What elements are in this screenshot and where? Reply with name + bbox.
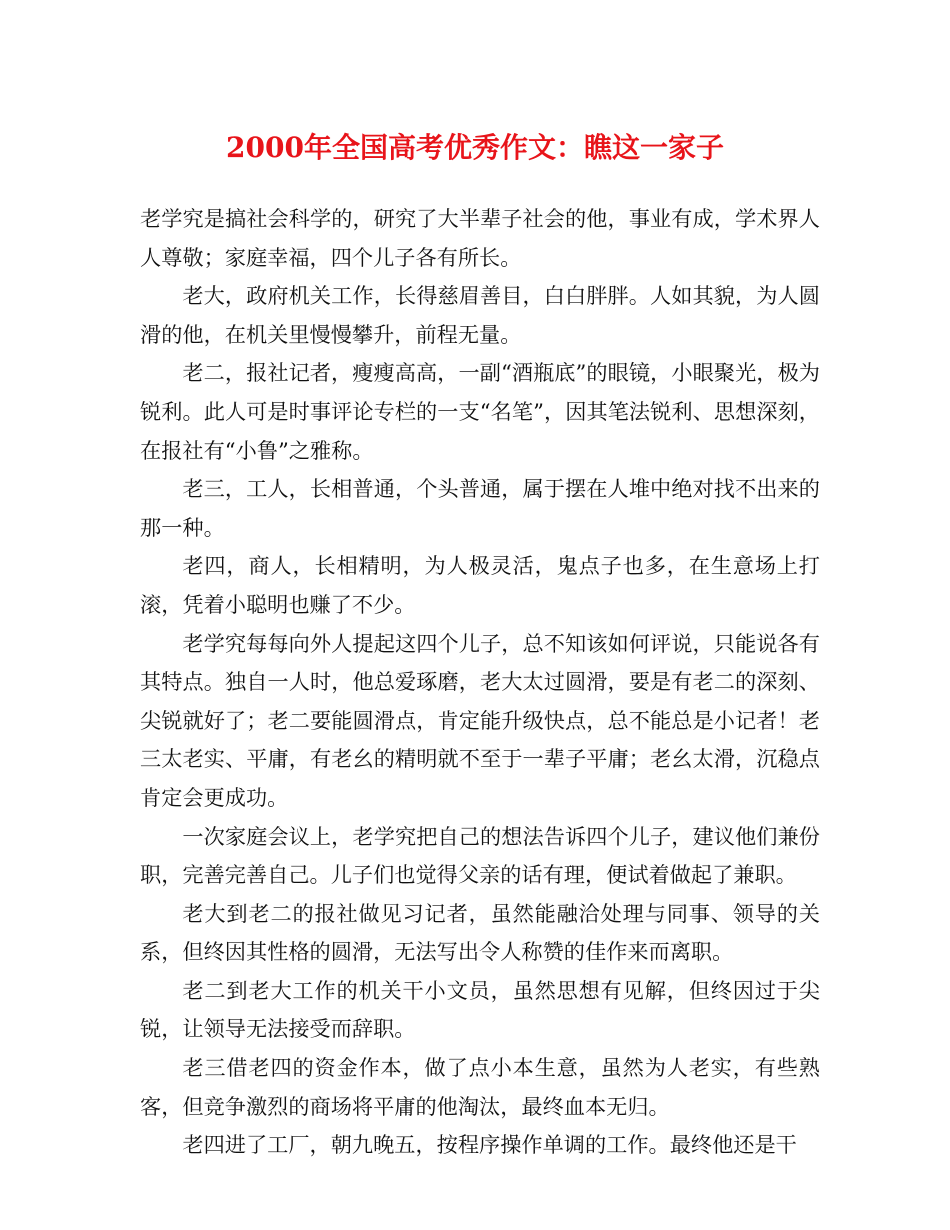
paragraph-8: 老大到老二的报社做见习记者，虽然能融洽处理与同事、领导的关系，但终因其性格的圆滑，无法写出令人称赞的佳作来而离职。 xyxy=(140,900,820,965)
paragraph-3: 老二，报社记者，瘦瘦高高，一副“酒瓶底”的眼镜，小眼聚光，极为锐利。此人可是时事评论专栏的一支“名笔”，因其笔法锐利、思想深刻，在报社有“小鲁”之雅称。 xyxy=(140,360,820,463)
paragraph-1: 老学究是搞社会科学的，研究了大半辈子社会的他，事业有成，学术界人人尊敬；家庭幸福，四个儿子各有所长。 xyxy=(140,206,820,270)
paragraph-6: 老学究每每向外人提起这四个儿子，总不知该如何评说，只能说各有其特点。独自一人时，他总爱琢磨，老大太过圆滑，要是有老二的深刻、尖锐就好了；老二要能圆滑点，肯定能升级快点，总不能总是小记者！老三太老实、平庸，有老幺的精明就不至于一辈子平庸；老幺太滑，沉稳点肯定会更成功。 xyxy=(140,630,820,810)
paragraph-10: 老三借老四的资金作本，做了点小本生意，虽然为人老实，有些熟客，但竞争激烈的商场将平庸的他淘汰，最终血本无归。 xyxy=(140,1055,820,1119)
paragraph-9: 老二到老大工作的机关干小文员，虽然思想有见解，但终因过于尖锐，让领导无法接受而辞职。 xyxy=(140,977,820,1042)
paragraph-5: 老四，商人，长相精明，为人极灵活，鬼点子也多，在生意场上打滚，凭着小聪明也赚了不少。 xyxy=(140,553,820,617)
paragraph-11: 老四进了工厂，朝九晚五，按程序操作单调的工作。最终他还是干 xyxy=(182,1132,797,1158)
paragraph-4: 老三，工人，长相普通，个头普通，属于摆在人堆中绝对找不出来的那一种。 xyxy=(140,476,820,540)
paragraph-2: 老大，政府机关工作，长得慈眉善目，白白胖胖。人如其貌，为人圆滑的他，在机关里慢慢攀升，前程无量。 xyxy=(140,283,820,347)
document-body xyxy=(140,200,820,1165)
paragraph-7: 一次家庭会议上，老学究把自己的想法告诉四个儿子，建议他们兼份职，完善完善自己。儿子们也觉得父亲的话有理，便试着做起了兼职。 xyxy=(140,823,820,888)
document-title: 2000年全国高考优秀作文：瞧这一家子 xyxy=(226,131,724,164)
